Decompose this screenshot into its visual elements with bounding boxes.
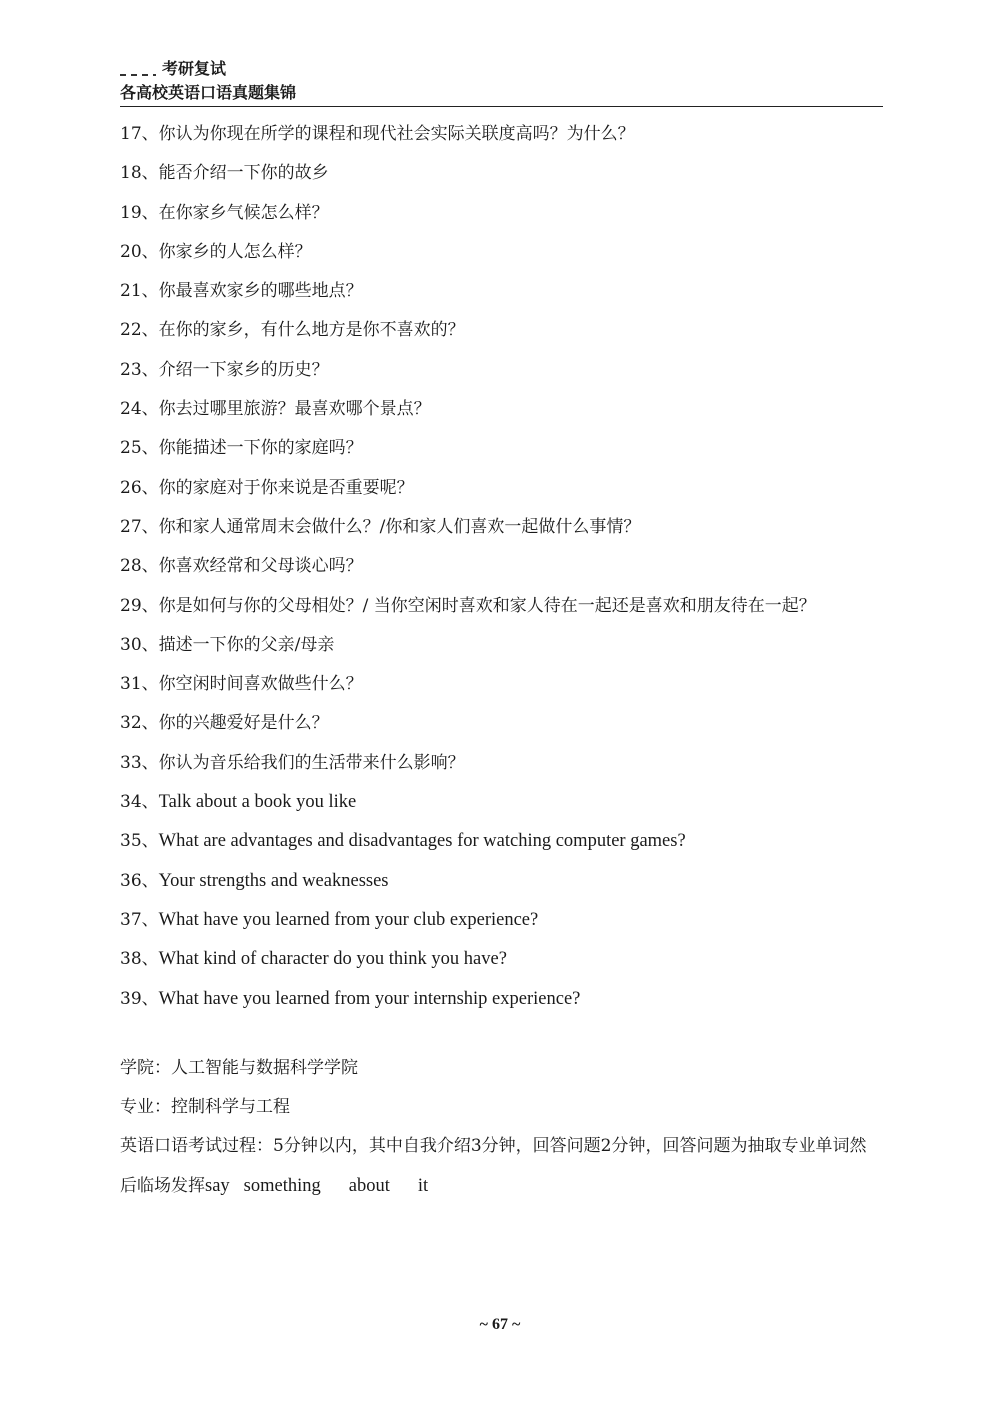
question-number: 35、: [120, 831, 159, 852]
header-category: 考研复试: [162, 59, 227, 78]
question-item: [120, 587, 883, 626]
question-text: 你喜欢经常和父母谈心吗？: [158, 556, 363, 577]
question-item: [120, 744, 883, 783]
question-text: 你最喜欢家乡的哪些地点？: [158, 281, 363, 302]
question-number: 24、: [120, 399, 159, 420]
question-text: Your strengths and weaknesses: [158, 870, 389, 891]
question-number: 19、: [120, 202, 159, 223]
question-item: [120, 626, 883, 665]
question-item: [120, 822, 883, 861]
question-item: [120, 154, 883, 193]
header-rule: [120, 106, 883, 107]
question-text: 你的家庭对于你来说是否重要呢？: [158, 477, 414, 498]
process-word-about: about: [348, 1175, 390, 1196]
question-item: [120, 665, 883, 704]
question-item: [120, 783, 883, 822]
question-number: 28、: [120, 556, 159, 577]
question-number: 38、: [120, 949, 159, 970]
exam-process-description: 英语口语考试过程：5分钟以内，其中自我介绍3分钟，回答问题2分钟，回答问题为抽取专业单词然后临场发挥: [120, 1136, 867, 1196]
question-text: What kind of character do you think you have?: [158, 949, 507, 970]
question-item: [120, 351, 883, 390]
question-text: 能否介绍一下你的故乡: [158, 163, 329, 184]
process-word-it: it: [417, 1175, 429, 1196]
question-item: [120, 862, 883, 901]
question-number: 30、: [120, 634, 159, 655]
question-number: 17、: [120, 124, 159, 144]
question-number: 29、: [120, 595, 159, 616]
question-item: [120, 901, 883, 940]
question-number: 39、: [120, 988, 159, 1009]
question-text: 你能描述一下你的家庭吗？: [158, 438, 363, 459]
page-number: ~ 67 ~: [479, 1316, 521, 1333]
question-list: [120, 115, 883, 1206]
major-line: 专业：控制科学与工程: [120, 1097, 290, 1118]
question-number: 22、: [120, 320, 159, 341]
question-number: 20、: [120, 241, 159, 262]
question-text: What have you learned from your club experience?: [158, 909, 539, 930]
question-text: What have you learned from your internship experience?: [158, 988, 581, 1009]
question-number: 37、: [120, 909, 159, 930]
question-text: 你家乡的人怎么样？: [158, 241, 312, 262]
question-number: 32、: [120, 713, 159, 734]
question-number: 26、: [120, 477, 159, 498]
question-item: [120, 508, 883, 547]
question-text: 你认为你现在所学的课程和现代社会实际关联度高吗？为什么？: [158, 124, 635, 144]
question-text: 介绍一下家乡的历史？: [158, 359, 329, 380]
question-item: [120, 940, 883, 979]
question-text: 描述一下你的父亲/母亲: [158, 634, 335, 655]
header-subtitle: 各高校英语口语真题集锦: [120, 83, 297, 102]
page-header: [120, 58, 883, 107]
question-number: 36、: [120, 870, 159, 891]
question-item: [120, 429, 883, 468]
question-item: [120, 980, 883, 1019]
question-text: What are advantages and disadvantages for watching computer games?: [158, 831, 686, 852]
question-item: [120, 547, 883, 586]
question-item: [120, 272, 883, 311]
process-word-something: something: [243, 1175, 321, 1196]
question-number: 23、: [120, 359, 159, 380]
question-number: 25、: [120, 438, 159, 459]
question-number: 27、: [120, 516, 159, 537]
question-text: 你认为音乐给我们的生活带来什么影响？: [158, 752, 465, 773]
header-dash-mark: [120, 74, 156, 76]
question-text: 你空闲时间喜欢做些什么？: [158, 674, 363, 695]
question-item: [120, 704, 883, 743]
question-item: [120, 194, 883, 233]
header-category-row: [120, 58, 883, 80]
question-text: 在你家乡气候怎么样？: [158, 202, 329, 223]
question-number: 18、: [120, 163, 159, 184]
question-item: [120, 233, 883, 272]
question-text: Talk about a book you like: [158, 792, 357, 813]
question-text: 你和家人通常周末会做什么？/你和家人们喜欢一起做什么事情？: [158, 516, 641, 537]
college-line: 学院：人工智能与数据科学学院: [120, 1057, 358, 1078]
question-item: [120, 311, 883, 350]
question-item: [120, 469, 883, 508]
question-item: [120, 115, 883, 154]
question-number: 21、: [120, 281, 159, 302]
question-item: [120, 390, 883, 429]
question-number: 31、: [120, 674, 159, 695]
question-text: 你去过哪里旅游？最喜欢哪个景点？: [158, 399, 431, 420]
question-text: 你的兴趣爱好是什么？: [158, 713, 329, 734]
exam-process-text: [120, 1127, 883, 1206]
process-word-say: say: [205, 1175, 230, 1196]
question-text: 你是如何与你的父母相处？/ 当你空闲时喜欢和家人待在一起还是喜欢和朋友待在一起？: [158, 595, 816, 616]
question-number: 34、: [120, 792, 159, 813]
section-spacer: [120, 1019, 883, 1049]
question-text: 在你的家乡，有什么地方是你不喜欢的？: [158, 320, 465, 341]
question-number: 33、: [120, 752, 159, 773]
